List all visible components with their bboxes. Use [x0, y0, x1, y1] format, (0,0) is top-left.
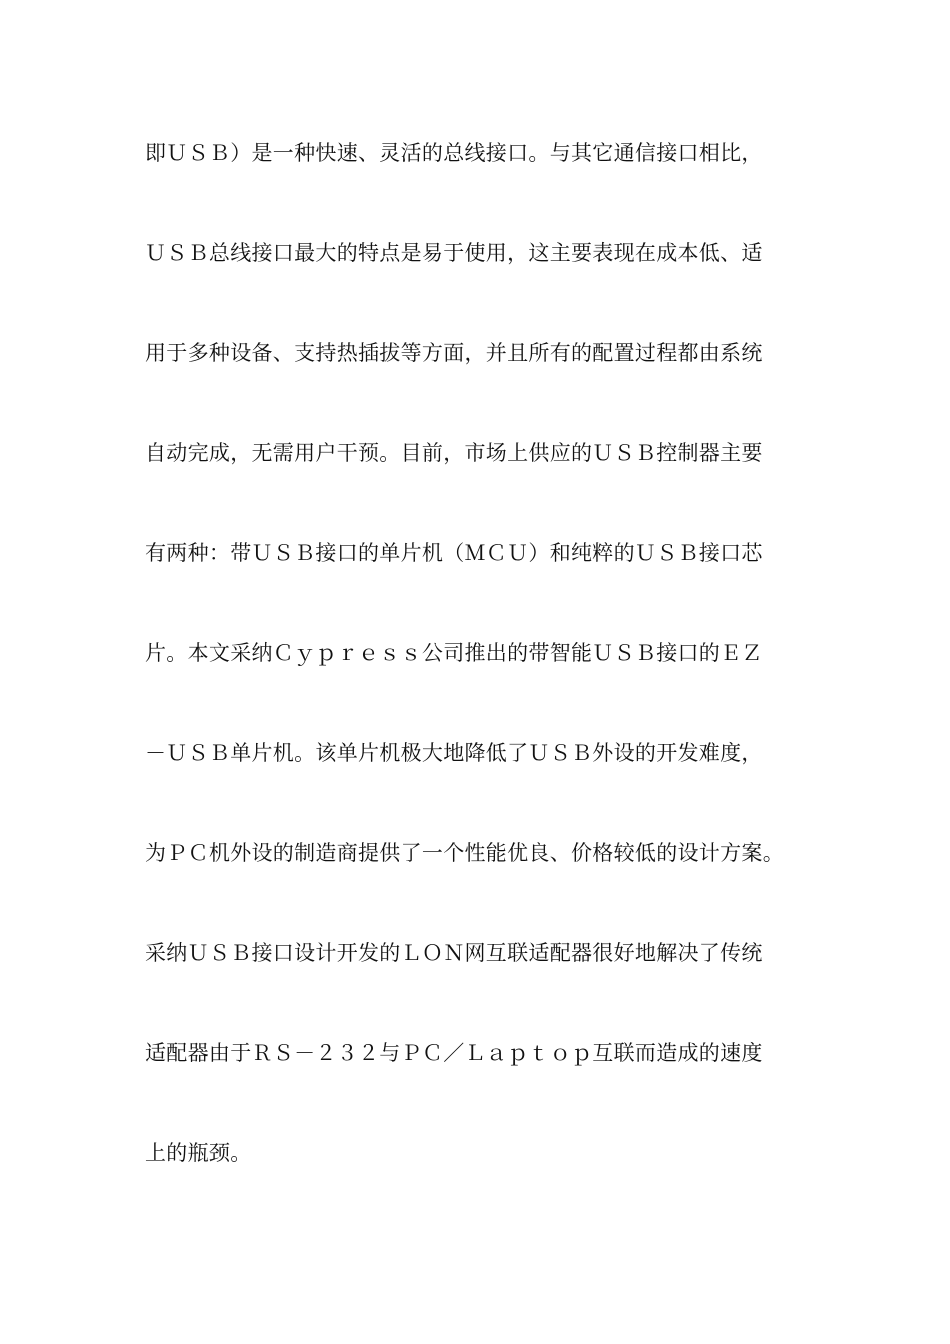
text-line: 即ＵＳＢ）是一种快速、灵活的总线接口。与其它通信接口相比， — [145, 141, 763, 165]
text-line: 为ＰＣ机外设的制造商提供了一个性能优良、价格较低的设计方案。 — [145, 841, 784, 865]
text-line: 自动完成，无需用户干预。目前，市场上供应的ＵＳＢ控制器主要 — [145, 441, 763, 465]
body-text — [145, 136, 835, 1236]
text-line: 有两种：带ＵＳＢ接口的单片机（ＭＣＵ）和纯粹的ＵＳＢ接口芯 — [145, 541, 763, 565]
text-line: 片。本文采纳Ｃｙｐｒｅｓｓ公司推出的带智能ＵＳＢ接口的ＥＺ — [145, 641, 763, 665]
text-line: 采纳ＵＳＢ接口设计开发的ＬＯＮ网互联适配器很好地解决了传统 — [145, 941, 763, 965]
text-line: 适配器由于ＲＳ－２３２与ＰＣ／Ｌａｐｔｏｐ互联而造成的速度 — [145, 1041, 763, 1065]
text-line: －ＵＳＢ单片机。该单片机极大地降低了ＵＳＢ外设的开发难度， — [145, 741, 763, 765]
text-line: 用于多种设备、支持热插拔等方面，并且所有的配置过程都由系统 — [145, 341, 763, 365]
text-line: ＵＳＢ总线接口最大的特点是易于使用，这主要表现在成本低、适 — [145, 241, 763, 265]
text-line: 上的瓶颈。 — [145, 1141, 252, 1165]
